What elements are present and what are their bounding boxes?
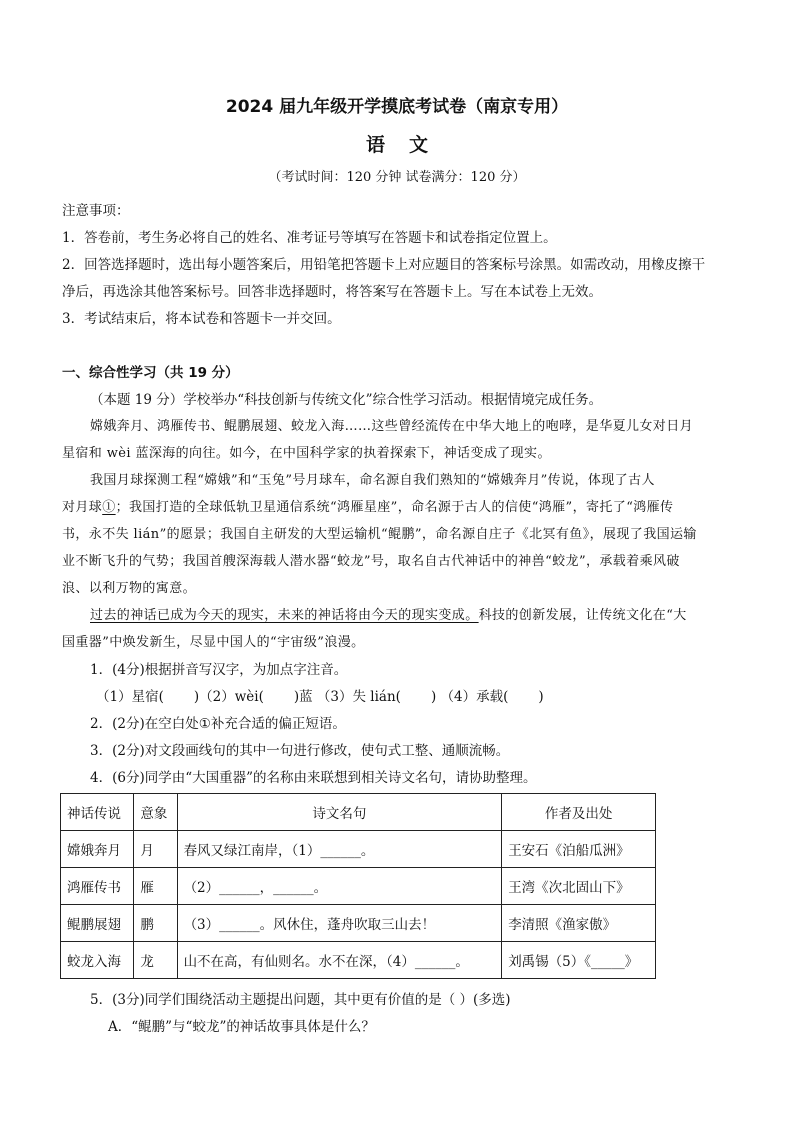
question-1-items bbox=[96, 685, 544, 705]
underlined-sentence: 过去的神话已成为今天的现实，未来的神话将由今天的现实变成。 bbox=[90, 608, 479, 623]
passage-line: 浪、以利万物的寓意。 bbox=[62, 581, 197, 596]
table-cell: 鹏 bbox=[134, 905, 177, 942]
question-1: 1．(4分)根据拼音写汉字，为加点字注音。 bbox=[90, 662, 348, 678]
table-cell: 刘禹锡（5）《_____》 bbox=[502, 942, 656, 979]
passage-line: 书，永不失 lián”的愿景；我国自主研发的大型运输机“鲲鹏”，命名源自庄子《北冥有鱼》，展现了我国运输 bbox=[62, 527, 697, 542]
poem-table bbox=[60, 793, 656, 979]
question-4: 4．(6分)同学由“大国重器”的名称由来联想到相关诗文名句，请协助整理。 bbox=[90, 770, 537, 786]
table-cell: 鲲鹏展翅 bbox=[61, 905, 134, 942]
question-2 bbox=[90, 712, 346, 732]
q1-item: （1）星宿( bbox=[96, 689, 164, 705]
page-title: 2024 届九年级开学摸底考试卷（南京专用） bbox=[225, 97, 569, 117]
passage-text: 科技的创新发展，让传统文化在“大 bbox=[478, 608, 687, 623]
table-header: 意象 bbox=[134, 794, 177, 831]
passage-line bbox=[62, 496, 673, 515]
table-cell: 王安石《泊船瓜洲》 bbox=[502, 831, 656, 868]
section-heading: 一、综合性学习（共 19 分） bbox=[62, 365, 239, 381]
table-row bbox=[61, 831, 656, 868]
table-cell: 李清照《渔家傲》 bbox=[502, 905, 656, 942]
passage-text: 对月球 bbox=[62, 500, 103, 515]
passage-line: 星宿和 wèi 蓝深海的向往。如今，在中国科学家的执着探索下，神话变成了现实。 bbox=[62, 446, 551, 461]
table-row bbox=[61, 905, 656, 942]
option-a: A．“鲲鹏”与“蛟龙”的神话故事具体是什么？ bbox=[108, 1019, 375, 1035]
table-header: 诗文名句 bbox=[177, 794, 502, 831]
q2-text: 2．(2分)在空白处 bbox=[90, 716, 199, 732]
q2-text: 补充合适的偏正短语。 bbox=[210, 716, 346, 732]
question-5: 5．(3分)同学们围绕活动主题提出问题，其中更有价值的是（ ）(多选) bbox=[90, 992, 511, 1008]
blank-1-mark: ① bbox=[102, 500, 116, 515]
table-header: 神话传说 bbox=[61, 794, 134, 831]
question-3: 3．(2分)对文段画线句的其中一句进行修改，使句式工整、通顺流畅。 bbox=[90, 743, 510, 759]
table-cell: （2）______，______。 bbox=[177, 868, 502, 905]
q1-item: ) bbox=[538, 689, 544, 705]
note-item: 2．回答选择题时，选出每小题答案后，用铅笔把答题卡上对应题目的答案标号涂黑。如需改动，用橡皮擦干 bbox=[62, 257, 706, 273]
note-item: 1．答卷前，考生务必将自己的姓名、准考证号等填写在答题卡和试卷指定位置上。 bbox=[62, 230, 557, 246]
q1-item: )蓝 （3）失 lián( bbox=[293, 689, 401, 705]
passage-line: 我国月球探测工程“嫦娥”和“玉兔”号月球车，命名源自我们熟知的“嫦娥奔月”传说，体现了古人 bbox=[90, 473, 655, 488]
notes-heading: 注意事项： bbox=[62, 203, 130, 219]
table-cell: 蛟龙入海 bbox=[61, 942, 134, 979]
table-row bbox=[61, 942, 656, 979]
table-cell: 龙 bbox=[134, 942, 177, 979]
table-header: 作者及出处 bbox=[502, 794, 656, 831]
table-cell: 山不在高，有仙则名。水不在深，（4）______。 bbox=[177, 942, 502, 979]
exam-info: （考试时间：120 分钟 试卷满分：120 分） bbox=[268, 170, 526, 185]
passage-line: 业不断飞升的气势；我国首艘深海载人潜水器“蛟龙”号，取名自古代神话中的神兽“蛟龙”，承载着乘风破 bbox=[62, 554, 680, 569]
table-row bbox=[61, 868, 656, 905]
table-cell: 月 bbox=[134, 831, 177, 868]
table-cell: （3）______。风休住，蓬舟吹取三山去！ bbox=[177, 905, 502, 942]
table-cell: 春风又绿江南岸，（1）______。 bbox=[177, 831, 502, 868]
note-item: 3．考试结束后，将本试卷和答题卡一并交回。 bbox=[62, 311, 341, 327]
table-cell: 嫦娥奔月 bbox=[61, 831, 134, 868]
table-header-row bbox=[61, 794, 656, 831]
table-cell: 王湾《次北固山下》 bbox=[502, 868, 656, 905]
q1-item: )（2）wèi( bbox=[193, 689, 264, 705]
passage-line bbox=[90, 604, 687, 623]
section-intro: （本题 19 分）学校举办“科技创新与传统文化”综合性学习活动。根据情境完成任务。 bbox=[90, 392, 603, 408]
q1-item: ) （4）承载( bbox=[430, 689, 509, 705]
passage-text: ；我国打造的全球低轨卫星通信系统“鸿雁星座”，命名源于古人的信使“鸿雁”，寄托了“鸿雁传 bbox=[115, 500, 674, 515]
passage-line: 国重器”中焕发新生，尽显中国人的“宇宙级”浪漫。 bbox=[62, 635, 365, 650]
note-item: 净后，再选涂其他答案标号。回答非选择题时，将答案写在答题卡上。写在本试卷上无效。 bbox=[62, 284, 602, 300]
table-cell: 雁 bbox=[134, 868, 177, 905]
subject-title: 语文 bbox=[365, 134, 452, 156]
circled-one: ① bbox=[198, 716, 211, 732]
passage-line: 嫦娥奔月、鸿雁传书、鲲鹏展翅、蛟龙入海……这些曾经流传在中华大地上的咆哮，是华夏儿女对日月 bbox=[90, 419, 694, 434]
table-cell: 鸿雁传书 bbox=[61, 868, 134, 905]
